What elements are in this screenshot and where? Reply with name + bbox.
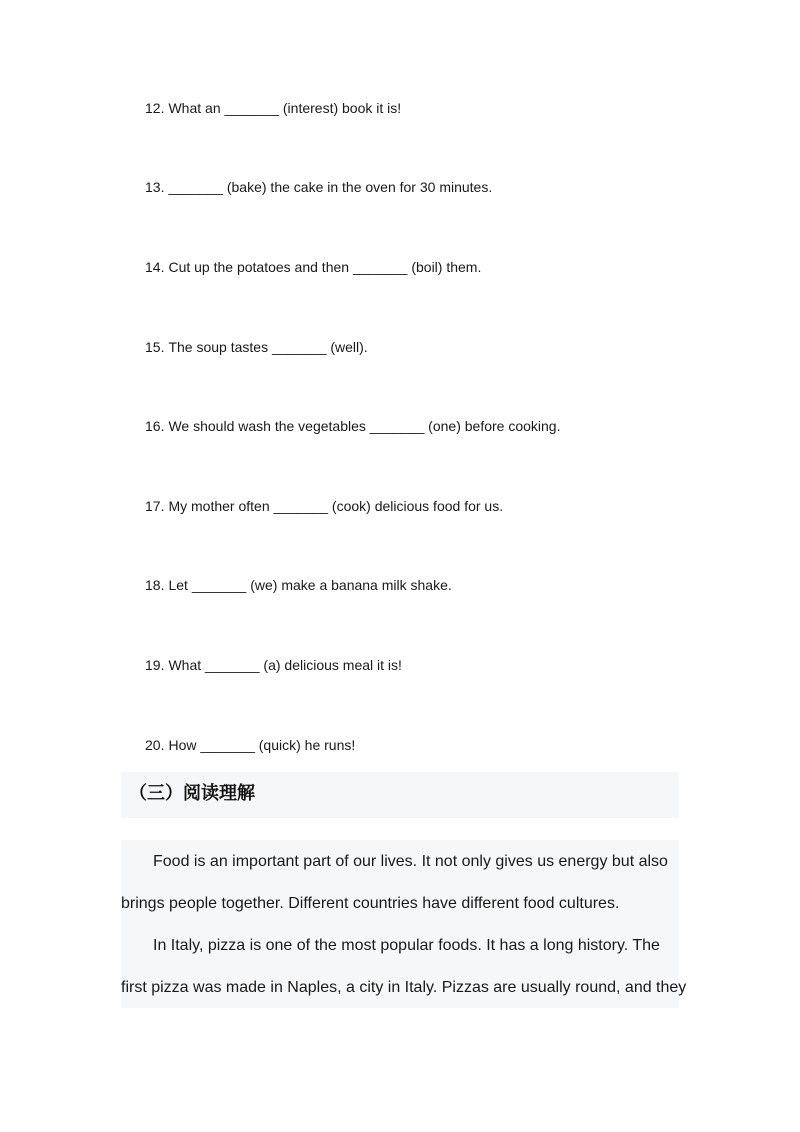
question-13 — [145, 178, 492, 196]
question-text: _______ (bake) the cake in the oven for 30 minutes. — [168, 179, 493, 195]
question-text: What _______ (a) delicious meal it is! — [168, 657, 402, 673]
question-16 — [145, 417, 560, 435]
question-19 — [145, 656, 402, 674]
passage-line: In Italy, pizza is one of the most popular foods. It has a long history. The — [153, 937, 660, 954]
question-text: How _______ (quick) he runs! — [168, 737, 356, 753]
question-number: 15. — [145, 339, 165, 355]
question-18 — [145, 576, 452, 594]
question-14 — [145, 258, 481, 276]
question-text: We should wash the vegetables _______ (one) before cooking. — [168, 418, 561, 434]
question-20 — [145, 736, 355, 754]
section-header — [121, 772, 679, 818]
question-number: 20. — [145, 737, 165, 753]
question-17 — [145, 497, 503, 515]
question-text: Let _______ (we) make a banana milk shake. — [168, 577, 452, 593]
question-number: 17. — [145, 498, 165, 514]
question-text: My mother often _______ (cook) delicious food for us. — [168, 498, 504, 514]
question-number: 16. — [145, 418, 165, 434]
passage-line: brings people together. Different countries have different food cultures. — [121, 895, 620, 912]
question-number: 14. — [145, 259, 165, 275]
question-number: 13. — [145, 179, 165, 195]
question-number: 12. — [145, 100, 165, 116]
question-text: The soup tastes _______ (well). — [168, 339, 368, 355]
question-number: 19. — [145, 657, 165, 673]
section-title: （三）阅读理解 — [129, 783, 255, 804]
question-text: Cut up the potatoes and then _______ (boil) them. — [168, 259, 482, 275]
question-15 — [145, 338, 368, 356]
question-number: 18. — [145, 577, 165, 593]
reading-passage — [121, 840, 687, 1008]
passage-line: first pizza was made in Naples, a city in Italy. Pizzas are usually round, and they — [121, 979, 687, 996]
passage-line: Food is an important part of our lives. It not only gives us energy but also — [153, 853, 668, 870]
question-12 — [145, 99, 401, 117]
question-text: What an _______ (interest) book it is! — [168, 100, 402, 116]
